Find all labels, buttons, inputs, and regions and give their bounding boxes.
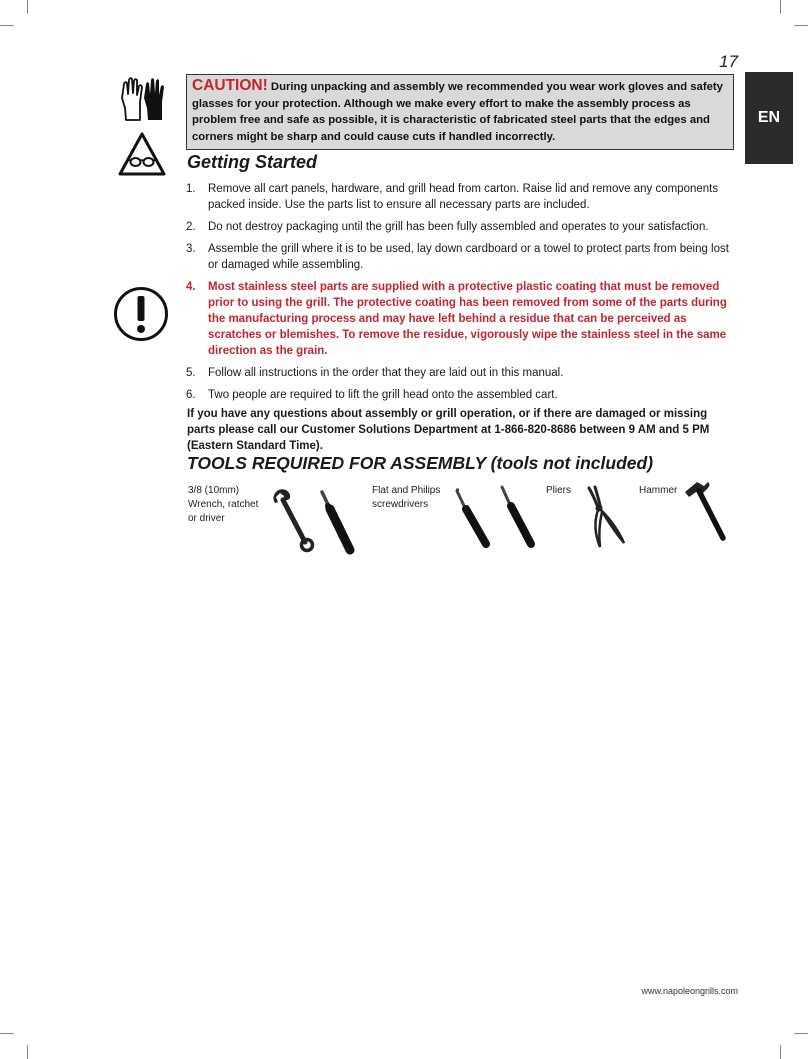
step-item	[186, 387, 734, 403]
step-text: Follow all instructions in the order that they are laid out in this manual.	[208, 367, 564, 379]
step-text: Do not destroy packaging until the grill has been fully assembled and operates to your satisfaction.	[208, 221, 709, 233]
step-number: 3.	[186, 243, 196, 255]
crop-mark	[27, 0, 28, 14]
crop-mark	[0, 25, 14, 26]
getting-started-heading: Getting Started	[187, 152, 318, 172]
flat-screwdriver-icon	[452, 488, 494, 550]
tool-label-hammer: Hammer	[639, 485, 678, 496]
crop-mark	[780, 1045, 781, 1059]
crop-mark	[780, 0, 781, 14]
caution-text: During unpacking and assembly we recommended you wear work gloves and safety glasses for your protection. Although we make every effort to make the assembly process as problem free and safe as possible, it is characteristic of fabricated steel parts that the edges and corners might be sharp and could cause cuts if handled incorrectly.	[192, 81, 723, 143]
safety-glasses-icon	[117, 131, 167, 177]
tool-label-screwdrivers: Flat and Philips screwdrivers	[372, 485, 441, 510]
step-number: 4.	[186, 281, 196, 293]
step-text: Two people are required to lift the grill head onto the assembled cart.	[208, 389, 558, 401]
gloves-icon	[118, 76, 166, 124]
crop-mark	[0, 1033, 14, 1034]
pliers-icon	[584, 485, 628, 551]
tools-heading: TOOLS REQUIRED FOR ASSEMBLY (tools not included)	[187, 453, 654, 473]
step-text: Assemble the grill where it is to be used, lay down cardboard or a towel to protect parts from being lost or damaged while assembling.	[208, 243, 729, 271]
step-number: 1.	[186, 183, 196, 195]
step-item	[186, 365, 734, 381]
tool-label-pliers: Pliers	[546, 485, 572, 496]
crop-mark	[794, 1033, 808, 1034]
step-number: 2.	[186, 221, 196, 233]
warning-exclamation-icon	[113, 286, 169, 342]
caution-box	[186, 74, 734, 150]
assembly-steps-list	[186, 181, 734, 409]
hammer-icon	[680, 478, 730, 544]
driver-icon	[316, 488, 356, 556]
step-item	[186, 241, 734, 273]
step-number: 5.	[186, 367, 196, 379]
step-item-warning	[186, 279, 734, 359]
step-item	[186, 219, 734, 235]
footer-url[interactable]: www.napoleongrills.com	[641, 986, 738, 996]
page-number: 17	[719, 52, 738, 71]
wrench-icon	[270, 488, 318, 554]
crop-mark	[27, 1045, 28, 1059]
customer-solutions-note: If you have any questions about assembly or grill operation, or if there are damaged or missing parts please call our Customer Solutions Department at 1-866-820-8686 between 9 AM and 5 PM (Eastern Standard Time).	[187, 408, 710, 452]
step-number: 6.	[186, 389, 196, 401]
step-item	[186, 181, 734, 213]
crop-mark	[794, 25, 808, 26]
caution-label: CAUTION!	[192, 77, 268, 94]
language-tab[interactable]: EN	[745, 72, 793, 164]
step-text: Most stainless steel parts are supplied with a protective plastic coating that must be removed prior to using the grill. The protective coating has been removed from some of the parts during the manufacturing process and may have left behind a residue that can be perceived as scratches or blemishes. To remove the residue, vigorously wipe the stainless steel in the same direction as the grain.	[208, 281, 727, 357]
philips-screwdriver-icon	[496, 484, 538, 550]
step-text: Remove all cart panels, hardware, and grill head from carton. Raise lid and remove any components packed inside. Use the parts list to ensure all necessary parts are included.	[208, 183, 719, 211]
tool-label-wrench: 3/8 (10mm) Wrench, ratchet or driver	[188, 485, 259, 524]
